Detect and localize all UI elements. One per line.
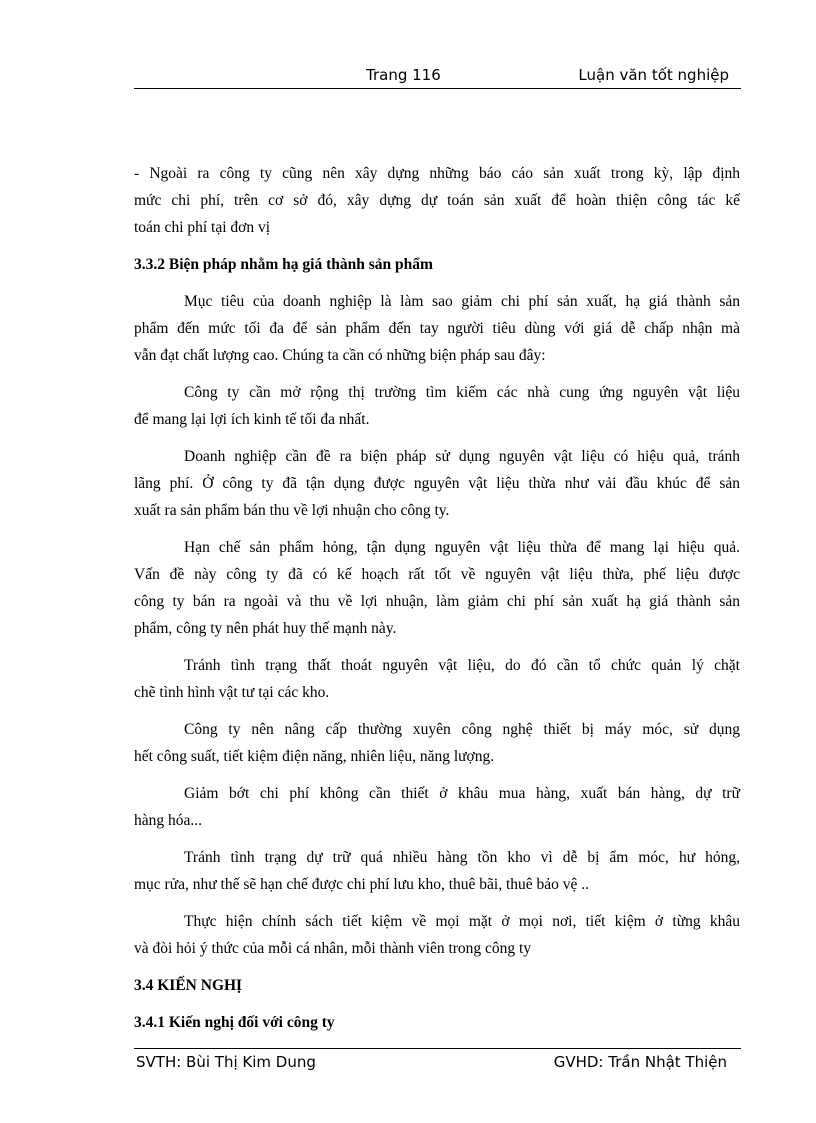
paragraph-purchasing [134, 780, 740, 834]
text-line: xuất ra sản phẩm bán thu về lợi nhuận cho công ty. [134, 502, 450, 519]
text-line: Công ty cần mở rộng thị trường tìm kiếm các nhà cung ứng nguyên vật liệu [184, 384, 740, 401]
text-line: phẩm đến mức tối đa để sản phẩm đến tay người tiêu dùng với giá dễ chấp nhận mà [134, 320, 740, 337]
text-line: toán chi phí tại đơn vị [134, 219, 271, 236]
text-line: Tránh tình trạng dự trữ quá nhiều hàng tồn kho vì dễ bị ẩm móc, hư hỏng, [184, 849, 740, 866]
section-heading-3-4: 3.4 KIẾN NGHỊ [134, 977, 243, 994]
text-line: công ty bán ra ngoài và thu về lợi nhuận, làm giảm chi phí sản xuất hạ giá thành sản [134, 593, 740, 610]
text-line: Giảm bớt chi phí không cần thiết ở khâu mua hàng, xuất bán hàng, dự trữ [184, 785, 740, 802]
document-title: Luận văn tốt nghiệp [578, 66, 729, 84]
text-line: - Ngoài ra công ty cũng nên xây dựng những báo cáo sản xuất trong kỳ, lập định [134, 165, 740, 182]
paragraph-loss-prevention [134, 652, 740, 706]
student-name: SVTH: Bùi Thị Kim Dung [136, 1053, 316, 1071]
text-line: Hạn chế sản phẩm hỏng, tận dụng nguyên vật liệu thừa để mang lại hiệu quả. [184, 539, 740, 556]
text-line: để mang lại lợi ích kinh tế tối đa nhất. [134, 411, 370, 428]
section-heading-3-4-1: 3.4.1 Kiến nghị đối với công ty [134, 1014, 335, 1031]
paragraph-suppliers [134, 379, 740, 433]
text-line: mức chi phí, trên cơ sở đó, xây dựng dự toán sản xuất để hoàn thiện công tác kế [134, 192, 740, 209]
text-line: Vấn đề này công ty đã có kế hoạch rất tốt về nguyên vật liệu thừa, phế liệu được [134, 566, 740, 583]
text-line: mục rửa, như thế sẽ hạn chế được chi phí lưu kho, thuê bãi, thuê bảo vệ .. [134, 876, 590, 893]
page-footer [134, 1048, 741, 1075]
text-line: Công ty nên nâng cấp thường xuyên công nghệ thiết bị máy móc, sử dụng [184, 721, 740, 738]
paragraph-savings-policy [134, 908, 740, 962]
text-line: Doanh nghiệp cần đề ra biện pháp sử dụng nguyên vật liệu có hiệu quả, tránh [184, 448, 740, 465]
page-number: Trang 116 [366, 66, 441, 84]
paragraph-cost-reports [134, 160, 740, 241]
paragraph-materials-usage [134, 443, 740, 524]
text-line: hết công suất, tiết kiệm điện năng, nhiên liệu, năng lượng. [134, 748, 495, 765]
text-line: hàng hóa... [134, 812, 203, 829]
text-line: và đòi hỏi ý thức của mỗi cá nhân, mỗi thành viên trong công ty [134, 940, 532, 957]
paragraph-equipment [134, 716, 740, 770]
paragraph-objective [134, 288, 740, 369]
text-line: Tránh tình trạng thất thoát nguyên vật liệu, do đó cần tổ chức quản lý chặt [184, 657, 740, 674]
page-header [134, 66, 741, 89]
paragraph-inventory [134, 844, 740, 898]
paragraph-defects [134, 534, 740, 642]
text-line: vẫn đạt chất lượng cao. Chúng ta cần có những biện pháp sau đây: [134, 347, 546, 364]
document-body [134, 160, 740, 1036]
text-line: Mục tiêu của doanh nghiệp là làm sao giảm chi phí sản xuất, hạ giá thành sản [184, 293, 740, 310]
text-line: lãng phí. Ở công ty đã tận dụng được nguyên vật liệu thừa như vải đầu khúc để sản [134, 475, 740, 492]
text-line: chẽ tình hình vật tư tại các kho. [134, 684, 330, 701]
text-line: Thực hiện chính sách tiết kiệm về mọi mặt ở mọi nơi, tiết kiệm ở từng khâu [184, 913, 740, 930]
advisor-name: GVHD: Trần Nhật Thiện [553, 1053, 727, 1071]
section-heading-3-3-2: 3.3.2 Biện pháp nhằm hạ giá thành sản phẩm [134, 256, 433, 273]
text-line: phẩm, công ty nên phát huy thế mạnh này. [134, 620, 397, 637]
